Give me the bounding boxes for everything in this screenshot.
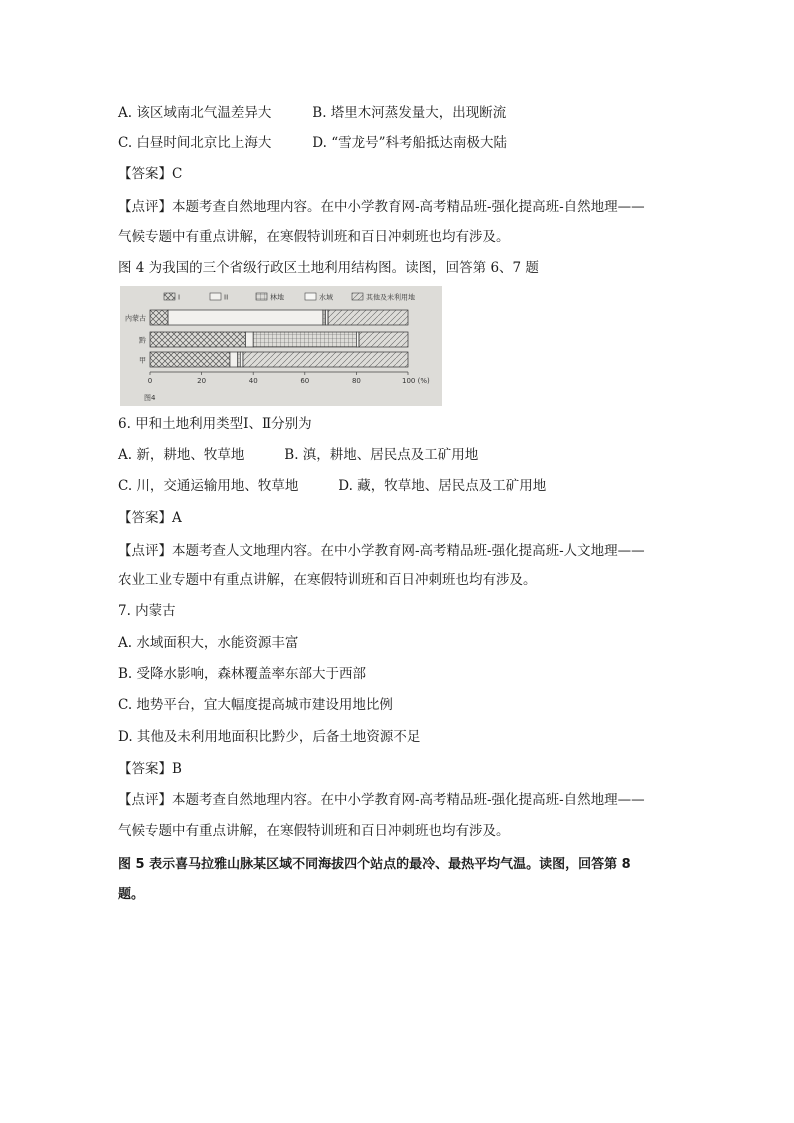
legend-label-1: II [224,293,229,302]
x-tick-label-1: 20 [197,377,207,385]
q5-comment-line-2: 气候专题中有重点讲解，在寒假特训班和百日冲刺班也均有涉及。 [118,229,510,245]
q6-options-row-1 [118,446,478,464]
q5-comment-line-1: 【点评】本题考查自然地理内容。在中小学教育网-高考精品班-强化提高班-自然地理—— [118,199,645,215]
q5-option-d: D. “雪龙号”科考船抵达南极大陆 [312,135,508,151]
legend-swatch-0 [164,293,175,300]
q6-comment-line-1: 【点评】本题考查人文地理内容。在中小学教育网-高考精品班-强化提高班-人文地理—— [118,543,645,559]
bar-0-1 [168,310,323,325]
q6-option-c: C. 川，交通运输用地、牧草地 [118,478,299,494]
fig4-intro: 图 4 为我国的三个省级行政区土地利用结构图。读图，回答第 6、7 题 [118,260,539,276]
bar-0-2 [323,310,326,325]
bar-2-1 [230,352,238,367]
bar-1-0 [150,332,245,347]
q5-options-row-1 [118,104,506,122]
bar-0-3 [325,310,328,325]
q7-option-d: D. 其他及未利用地面积比黔少，后备土地资源不足 [118,729,421,745]
bar-2-2 [238,352,241,367]
bar-2-4 [243,352,408,367]
legend-label-0: I [178,293,181,302]
q6-stem: 6. 甲和土地利用类型Ⅰ、Ⅱ分别为 [118,416,312,432]
q7-comment-line-2: 气候专题中有重点讲解，在寒假特训班和百日冲刺班也均有涉及。 [118,823,510,839]
x-tick-label-5: 100 (%) [402,377,430,385]
x-tick-label-3: 60 [300,377,310,385]
legend-label-2: 林地 [270,293,284,302]
q7-stem: 7. 内蒙古 [118,603,176,619]
bar-1-2 [253,332,356,347]
q5-answer: 【答案】C [118,166,183,182]
legend-swatch-2 [256,293,267,300]
q5-option-b: B. 塔里木河蒸发量大，出现断流 [312,105,507,121]
category-label-2: 甲 [139,356,146,365]
bar-2-0 [150,352,230,367]
bar-0-0 [150,310,168,325]
fig5-intro-line-1: 图 5 表示喜马拉雅山脉某区域不同海拔四个站点的最冷、最热平均气温。读图，回答第 8 [118,857,631,872]
x-tick-label-4: 80 [351,377,361,385]
category-label-1: 黔 [139,336,146,345]
category-label-0: 内蒙古 [125,314,146,323]
legend-label-3: 水域 [319,293,333,302]
bar-2-3 [240,352,243,367]
q7-answer: 【答案】B [118,761,182,777]
q5-option-a: A. 该区域南北气温差异大 [118,105,272,121]
q5-options-row-2 [118,134,507,152]
q5-option-c: C. 白昼时间北京比上海大 [118,135,272,151]
q7-option-b: B. 受降水影响，森林覆盖率东部大于西部 [118,666,367,682]
x-tick-label-0: 0 [147,377,153,385]
legend-swatch-1 [210,293,221,300]
q6-option-d: D. 藏，牧草地、居民点及工矿用地 [338,478,547,494]
fig5-intro-line-2: 题。 [118,887,145,902]
q6-option-b: B. 滇，耕地、居民点及工矿用地 [284,447,479,463]
q7-option-a: A. 水域面积大，水能资源丰富 [118,635,299,651]
legend-swatch-4 [352,293,363,300]
q6-comment-line-2: 农业工业专题中有重点讲解，在寒假特训班和百日冲刺班也均有涉及。 [118,572,537,588]
chart-caption: 图4 [144,394,156,402]
bar-1-4 [359,332,408,347]
q6-option-a: A. 新，耕地、牧草地 [118,447,245,463]
q7-comment-line-1: 【点评】本题考查自然地理内容。在中小学教育网-高考精品班-强化提高班-自然地理—— [118,792,645,808]
legend-label-4: 其他及未利用地 [366,293,415,302]
bar-1-1 [245,332,253,347]
chart-bars [125,310,408,367]
q6-options-row-2 [118,477,546,495]
legend-swatch-3 [305,293,316,300]
bar-1-3 [356,332,359,347]
q7-option-c: C. 地势平台，宜大幅度提高城市建设用地比例 [118,697,393,713]
land-use-chart [120,286,442,406]
bar-0-4 [328,310,408,325]
x-tick-label-2: 40 [248,377,258,385]
q6-answer: 【答案】A [118,510,182,526]
